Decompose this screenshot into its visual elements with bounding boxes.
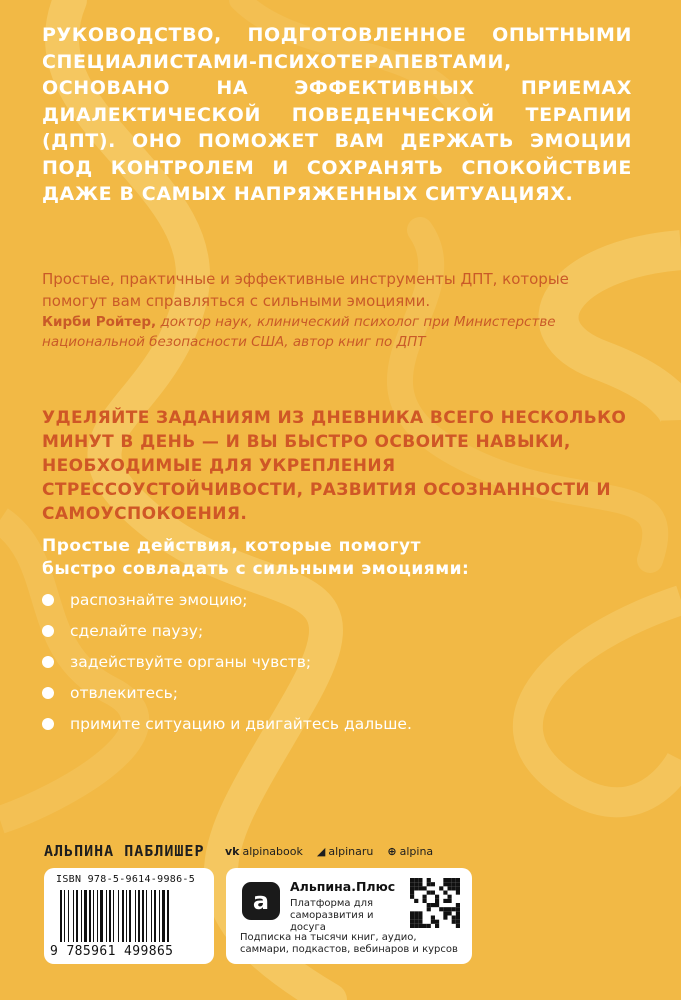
social-handle: alpinaru	[328, 845, 374, 858]
qr-module	[435, 895, 439, 899]
qr-module	[410, 920, 414, 924]
promo-text: УДЕЛЯЙТЕ ЗАДАНИЯМ ИЗ ДНЕВНИКА ВСЕГО НЕСКОЛЬКО МИНУТ В ДЕНЬ — И ВЫ БЫСТРО ОСВОИТЕ НАВЫКИ, НЕОБХОДИМЫЕ ДЛЯ УКРЕПЛЕНИЯ СТРЕССОУСТОЙЧИВОСТИ, РАЗВИТИЯ ОСОЗНАННОСТИ И САМОУСПОКОЕНИЯ.	[42, 408, 627, 524]
actions-title-line-1: Простые действия, которые помогут	[42, 536, 421, 556]
list-item	[42, 712, 412, 743]
qr-module	[427, 878, 431, 882]
barcode-bar	[64, 890, 65, 942]
alpina-plus-ad	[226, 868, 472, 964]
barcode-bar	[126, 890, 127, 942]
review-author-name: Кирби Ройтер,	[42, 314, 157, 330]
actions-title	[42, 535, 602, 581]
qr-module	[452, 882, 456, 886]
barcode-bar	[68, 890, 69, 942]
list-item	[42, 681, 412, 712]
qr-module	[443, 882, 447, 886]
barcode-digits: 9 785961 499865	[50, 944, 174, 959]
barcode-bar	[89, 890, 91, 942]
qr-module	[456, 891, 460, 895]
qr-module	[423, 924, 427, 928]
barcode-bar	[162, 890, 165, 942]
qr-module	[456, 907, 460, 911]
isbn-barcode-box	[44, 868, 214, 964]
barcode-bar	[109, 890, 111, 942]
qr-module	[456, 903, 460, 907]
back-cover-blurb: РУКОВОДСТВО, ПОДГОТОВЛЕННОЕ ОПЫТНЫМИ СПЕЦИАЛИСТАМИ-ПСИХОТЕРАПЕВТАМИ, ОСНОВАНО НА ЭФФЕКТИВНЫХ ПРИЕМАХ ДИАЛЕКТИЧЕСКОЙ ПОВЕДЕНЧЕСКОЙ ТЕРАПИИ (ДПТ). ОНО ПОМОЖЕТ ВАМ ДЕРЖАТЬ ЭМОЦИИ ПОД КОНТРОЛЕМ И СОХРАНЯТЬ СПОКОЙСТВИЕ ДАЖЕ В САМЫХ НАПРЯЖЕННЫХ СИТУАЦИЯХ.	[42, 24, 632, 205]
qr-module	[418, 882, 422, 886]
barcode-bar	[129, 890, 131, 942]
ad-description: Подписка на тысячи книг, аудио, саммари, подкастов, вебинаров и курсов	[240, 932, 458, 955]
barcode-bar	[159, 890, 160, 942]
qr-module	[410, 916, 414, 920]
barcode-bar	[106, 890, 107, 942]
qr-module	[410, 891, 414, 895]
telegram-icon: ◢	[316, 845, 326, 858]
qr-module	[423, 895, 427, 899]
list-item-text: задействуйте органы чувств;	[70, 653, 312, 671]
qr-module	[448, 907, 452, 911]
qr-module	[427, 907, 431, 911]
list-item	[42, 650, 412, 681]
qr-module	[418, 886, 422, 890]
qr-module	[414, 882, 418, 886]
qr-module	[452, 886, 456, 890]
barcode-bar	[60, 890, 62, 942]
qr-module	[410, 924, 414, 928]
qr-module	[414, 899, 418, 903]
qr-module	[418, 920, 422, 924]
barcode-bar	[154, 890, 156, 942]
social-vk	[225, 845, 303, 858]
bullet-dot-icon	[42, 656, 54, 668]
ad-tagline: Платформа для саморазвития и досуга	[290, 898, 374, 933]
qr-module	[456, 924, 460, 928]
qr-module	[431, 916, 435, 920]
qr-module	[431, 920, 435, 924]
qr-module	[443, 911, 447, 915]
qr-module	[427, 924, 431, 928]
qr-module	[427, 882, 431, 886]
publisher-logo: АЛЬПИНА ПАБЛИШЕР	[44, 842, 205, 860]
vk-icon: vk	[225, 845, 240, 858]
barcode-bar	[167, 890, 169, 942]
list-item	[42, 588, 412, 619]
actions-list	[42, 588, 412, 743]
qr-module	[418, 911, 422, 915]
barcode-bar	[118, 890, 119, 942]
bullet-dot-icon	[42, 594, 54, 606]
qr-module	[431, 903, 435, 907]
qr-module	[448, 882, 452, 886]
qr-module	[443, 916, 447, 920]
review-author	[42, 312, 622, 352]
review-author-role: доктор наук, клинический психолог при Министерстве национальной безопасности США, автор книг по ДПТ	[42, 314, 556, 350]
qr-module	[448, 911, 452, 915]
qr-module	[410, 878, 414, 882]
social-handle: alpinabook	[242, 845, 303, 858]
qr-module	[456, 886, 460, 890]
qr-module	[439, 907, 443, 911]
globe-icon: ⊕	[387, 845, 397, 858]
actions-title-line-2: быстро совладать с сильными эмоциями:	[42, 559, 470, 579]
qr-module	[456, 920, 460, 924]
qr-module	[431, 891, 435, 895]
bullet-dot-icon	[42, 718, 54, 730]
qr-module	[414, 924, 418, 928]
qr-module	[443, 891, 447, 895]
barcode-bar	[76, 890, 78, 942]
barcode-bar	[138, 890, 140, 942]
isbn-number: ISBN 978-5-9614-9986-5	[56, 874, 196, 885]
ad-brand-name: Альпина.Плюс	[290, 879, 396, 894]
barcode-bar	[135, 890, 136, 942]
list-item	[42, 619, 412, 650]
qr-module	[427, 891, 431, 895]
qr-module	[448, 878, 452, 882]
qr-module	[418, 924, 422, 928]
barcode-bar	[151, 890, 152, 942]
social-telegram	[317, 845, 374, 858]
qr-module	[418, 916, 422, 920]
qr-module	[443, 878, 447, 882]
barcode-bar	[84, 890, 87, 942]
qr-module	[410, 882, 414, 886]
barcode-bar	[81, 890, 82, 942]
barcode-bar	[142, 890, 144, 942]
qr-module	[456, 911, 460, 915]
barcode-image	[58, 890, 208, 944]
list-item-text: распознайте эмоцию;	[70, 591, 248, 609]
barcode-bar	[97, 890, 98, 942]
qr-module	[410, 911, 414, 915]
qr-module	[452, 907, 456, 911]
qr-module	[452, 920, 456, 924]
qr-module	[452, 916, 456, 920]
list-item-text: примите ситуацию и двигайтесь дальше.	[70, 715, 412, 733]
barcode-bar	[93, 890, 94, 942]
qr-module	[448, 886, 452, 890]
social-handle: alpina	[399, 845, 434, 858]
qr-module	[448, 895, 452, 899]
list-item-text: отвлекитесь;	[70, 684, 178, 702]
qr-module	[410, 895, 414, 899]
bullet-dot-icon	[42, 625, 54, 637]
qr-module	[443, 907, 447, 911]
qr-module	[435, 920, 439, 924]
social-web	[387, 845, 433, 858]
barcode-bar	[122, 890, 124, 942]
qr-module	[410, 886, 414, 890]
qr-module	[423, 899, 427, 903]
qr-module	[414, 911, 418, 915]
qr-module	[431, 882, 435, 886]
list-item-text: сделайте паузу;	[70, 622, 204, 640]
qr-module	[414, 886, 418, 890]
qr-module	[435, 903, 439, 907]
barcode-bar	[146, 890, 147, 942]
qr-module	[452, 878, 456, 882]
qr-module	[423, 886, 427, 890]
qr-module	[456, 882, 460, 886]
qr-module	[435, 924, 439, 928]
qr-module	[439, 886, 443, 890]
qr-module	[414, 916, 418, 920]
qr-module	[435, 899, 439, 903]
barcode-bar	[100, 890, 103, 942]
qr-module	[418, 878, 422, 882]
qr-module	[443, 899, 447, 903]
qr-module	[448, 899, 452, 903]
alpina-plus-logo-icon: a	[242, 882, 280, 920]
qr-code-icon	[410, 878, 460, 928]
barcode-bar	[113, 890, 114, 942]
qr-module	[414, 920, 418, 924]
qr-module	[456, 916, 460, 920]
qr-module	[427, 903, 431, 907]
review-quote: Простые, практичные и эффективные инструменты ДПТ, которые помогут вам справляться с сильными эмоциями.	[42, 270, 569, 310]
barcode-bar	[73, 890, 74, 942]
social-links	[225, 845, 433, 858]
qr-module	[414, 878, 418, 882]
bullet-dot-icon	[42, 687, 54, 699]
qr-module	[456, 878, 460, 882]
